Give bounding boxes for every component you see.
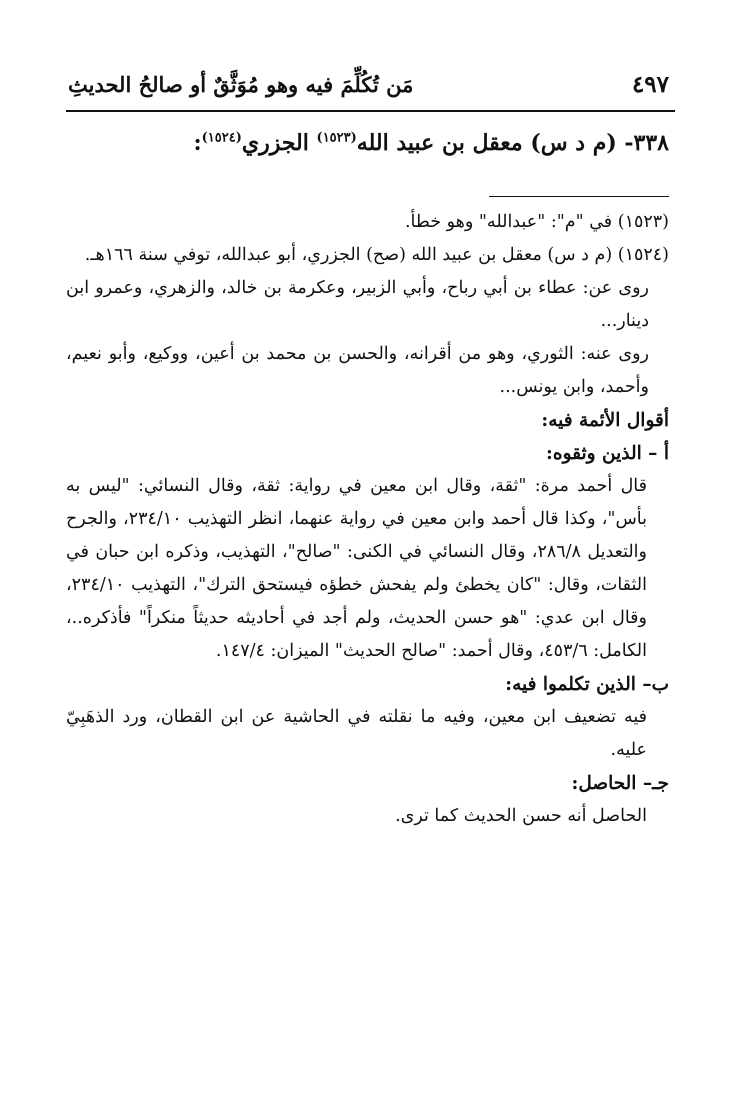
section-b-text: فيه تضعيف ابن معين، وفيه ما نقلته في الحاشية عن ابن القطان، ورد الذهَبِيّ عليه.: [66, 707, 647, 760]
page-body: [66, 206, 669, 833]
entry-title-end: :: [193, 130, 202, 156]
footnote-ref-1523: (١٥٢٣): [316, 130, 357, 146]
footnote-1523: (١٥٢٣) في "م": "عبدالله" وهو خطأ.: [404, 212, 669, 232]
section-c-heading: جـ– الحاصل:: [571, 773, 669, 794]
section-c-text: الحاصل أنه حسن الحديث كما ترى.: [395, 806, 647, 826]
page-header: [68, 62, 669, 106]
page-number: ٤٩٧: [631, 70, 669, 98]
header-rule: [66, 110, 675, 112]
narrated-by: روى عنه: الثوري، وهو من أقرانه، والحسن بن محمد بن أعين، ووكيع، وأبو نعيم، وأحمد، وابن يونس...: [66, 344, 649, 397]
section-a-heading: أ – الذين وثقوه:: [546, 443, 669, 464]
entry-title: [69, 130, 669, 156]
entry-title-main: ٣٣٨- (م د س) معقل بن عبيد الله: [356, 130, 669, 156]
footnote-1524: (١٥٢٤) (م د س) معقل بن عبيد الله (صح) الجزري، أبو عبدالله، توفي سنة ١٦٦هـ.: [84, 245, 669, 265]
running-head: مَن تُكُلِّمَ فيه وهو مُوَثَّقٌ أو صالحُ الحديثِ: [68, 71, 414, 97]
footnote-ref-1524: (١٥٢٤): [201, 130, 242, 146]
entry-title-tail: الجزري: [241, 130, 317, 156]
narrated-from: روى عن: عطاء بن أبي رباح، وأبي الزبير، وعكرمة بن خالد، والزهري، وعمرو ابن دينار...: [66, 278, 649, 331]
imams-heading: أقوال الأئمة فيه:: [541, 410, 669, 431]
section-b-heading: ب– الذين تكلموا فيه:: [505, 674, 669, 695]
section-a-text: قال أحمد مرة: "ثقة، وقال ابن معين في رواية: ثقة، وقال النسائي: "ليس به بأس"، وكذا قال أحمد وابن معين في رواية عنهما، انظر التهذيب ٢٣٤/١٠، والجرح والتعديل ٢٨٦/٨، وقال النسائي في الكنى: "صالح"، التهذيب، وذكره ابن حبان في الثقات، وقال: "كان يخطئ ولم يفحش خطؤه فيستحق الترك"، التهذيب ٢٣٤/١٠، وقال ابن عدي: "هو حسن الحديث، ولم أجد في أحاديثه حديثاً منكراً" فأذكره..، الكامل: ٤٥٣/٦، وقال أحمد: "صالح الحديث" الميزان: ١٤٧/٤.: [66, 476, 648, 661]
footnote-separator: [489, 196, 669, 197]
